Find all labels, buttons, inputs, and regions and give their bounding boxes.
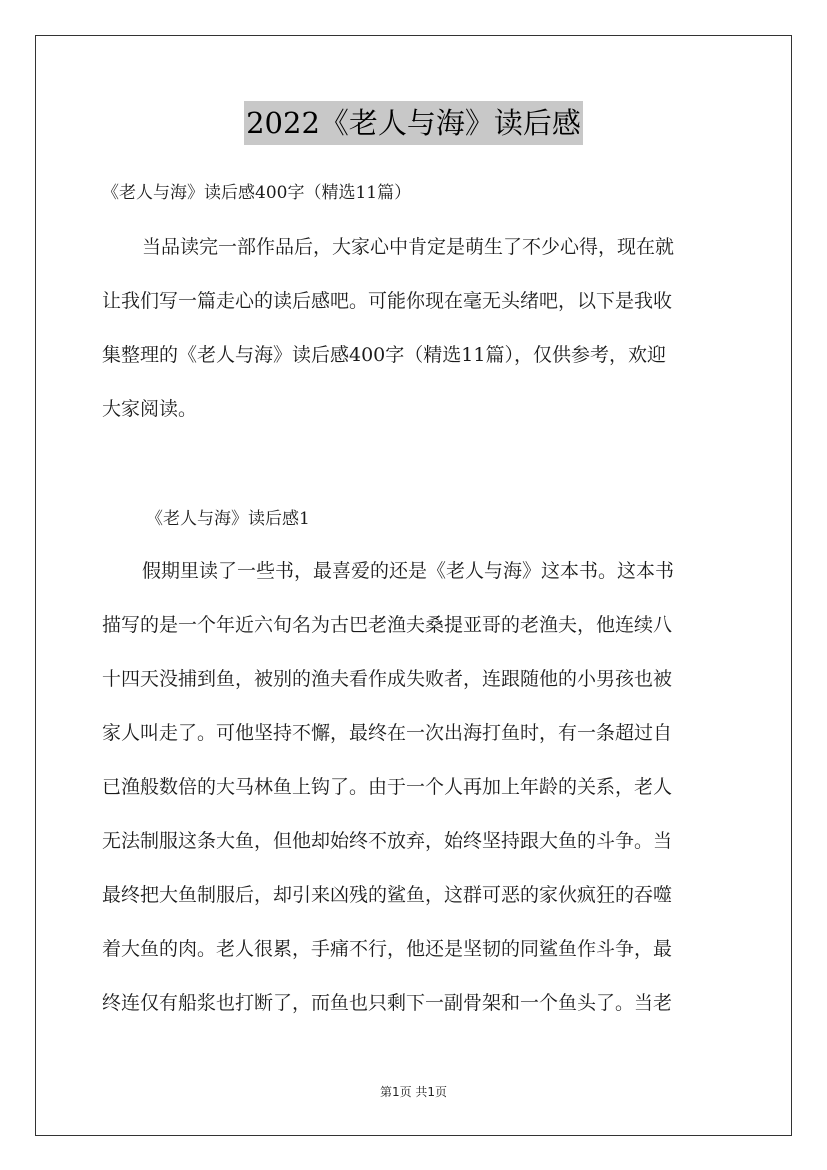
title-container (0, 101, 827, 145)
body-line: 已渔般数倍的大马林鱼上钩了。由于一个人再加上年龄的关系，老人 (102, 776, 673, 798)
body-line: 最终把大鱼制服后，却引来凶残的鲨鱼，这群可恶的家伙疯狂的吞噬 (102, 884, 673, 906)
body-line: 终连仅有船浆也打断了，而鱼也只剩下一副骨架和一个鱼头了。当老 (102, 992, 673, 1014)
body-line: 假期里读了一些书，最喜爱的还是《老人与海》这本书。这本书 (142, 560, 675, 582)
body-line: 家人叫走了。可他坚持不懈，最终在一次出海打鱼时，有一条超过自 (102, 722, 673, 744)
body-paragraph (102, 544, 732, 1030)
body-line: 描写的是一个年近六旬名为古巴老渔夫桑提亚哥的老渔夫，他连续八 (102, 614, 673, 636)
intro-line: 大家阅读。 (102, 398, 198, 420)
intro-paragraph (102, 220, 732, 436)
document-subtitle: 《老人与海》读后感400字（精选11篇） (102, 183, 412, 203)
document-title: 2022《老人与海》读后感 (244, 101, 583, 145)
intro-line: 让我们写一篇走心的读后感吧。可能你现在毫无头绪吧，以下是我收 (102, 290, 673, 312)
body-line: 无法制服这条大鱼，但他却始终不放弃，始终坚持跟大鱼的斗争。当 (102, 830, 673, 852)
body-line: 十四天没捕到鱼，被别的渔夫看作成失败者，连跟随他的小男孩也被 (102, 668, 673, 690)
intro-line: 集整理的《老人与海》读后感400字（精选11篇），仅供参考，欢迎 (102, 344, 666, 366)
section-heading: 《老人与海》读后感1 (146, 509, 310, 529)
body-line: 着大鱼的肉。老人很累，手痛不行，他还是坚韧的同鲨鱼作斗争，最 (102, 938, 673, 960)
page-footer: 第1页 共1页 (379, 1085, 448, 1099)
intro-line: 当品读完一部作品后，大家心中肯定是萌生了不少心得，现在就 (142, 236, 675, 258)
